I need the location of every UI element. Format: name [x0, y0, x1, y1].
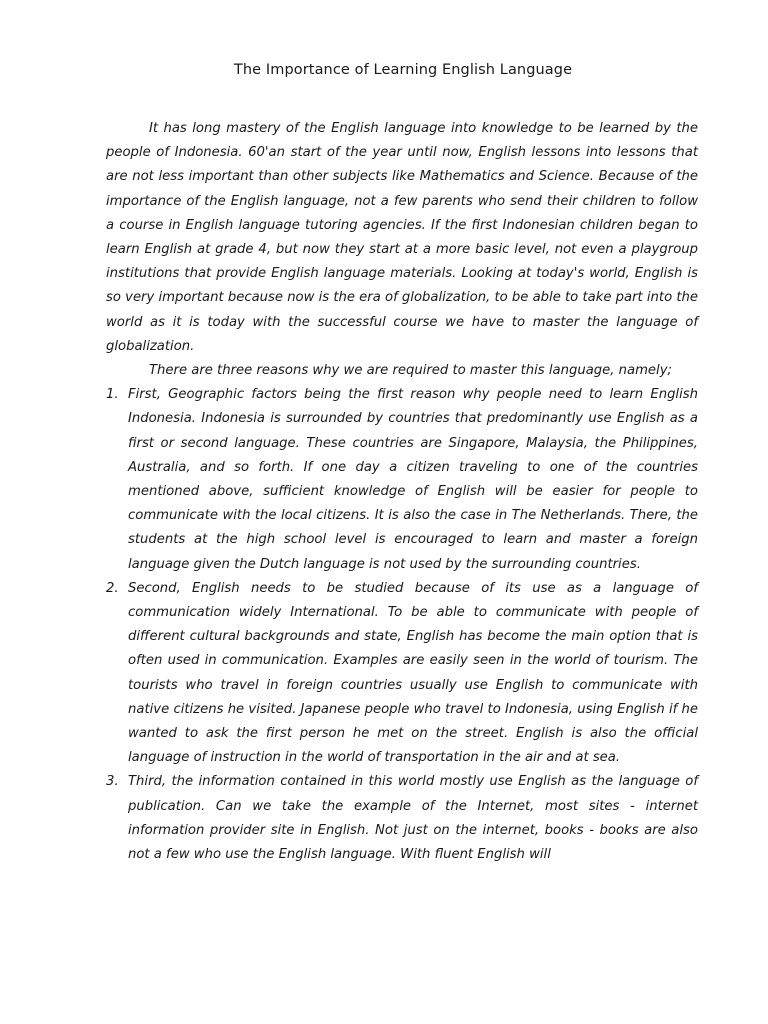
list-item-text: First, Geographic factors being the first reason why people need to learn English Indonesia. Indonesia is surrounded by countries that predominantly use English as a first or second language. These countries are Singapore, Malaysia, the Philippines, Australia, and so forth. If one day a citizen traveling to one of the countries mentioned above, sufficient knowledge of English will be easier for people to communicate with the local citizens. It is also the case in The Netherlands. There, the students at the high school level is encouraged to learn and master a foreign language given the Dutch language is not used by the surrounding countries. — [128, 387, 698, 572]
reasons-list — [106, 383, 698, 867]
reasons-intro-paragraph: There are three reasons why we are required to master this language, namely; — [149, 363, 672, 379]
list-item-number: 1. — [106, 387, 119, 403]
list-item-number: 3. — [106, 774, 119, 790]
list-item-text: Second, English needs to be studied because of its use as a language of communication widely International. To be able to communicate with people of different cultural backgrounds and state, English has become the main option that is often used in communication. Examples are easily seen in the world of tourism. The tourists who travel in foreign countries usually use English to communicate with native citizens he visited. Japanese people who travel to Indonesia, using English if he wanted to ask the first person he met on the street. English is also the official language of instruction in the world of transportation in the air and at sea. — [128, 580, 698, 766]
document-body — [106, 117, 698, 867]
page-title: The Importance of Learning English Language — [233, 62, 573, 78]
list-item-number: 2. — [106, 580, 119, 596]
list-item — [106, 577, 698, 771]
intro-paragraph: It has long mastery of the English language into knowledge to be learned by the people of Indonesia. 60'an start of the year until now, English lessons into lessons that are not less important than other subjects like Mathematics and Science. Because of the importance of the English language, not a few parents who send their children to follow a course in English language tutoring agencies. If the first Indonesian children began to learn English at grade 4, but now they start at a more basic level, not even a playgroup institutions that provide English language materials. Looking at today's world, English is so very important because now is the era of globalization, to be able to take part into the world as it is today with the successful course we have to master the language of globalization. — [106, 121, 698, 354]
list-item — [106, 383, 698, 577]
list-item-text: Third, the information contained in this world mostly use English as the language of publication. Can we take the example of the Internet, most sites - internet information provider site in English. Not just on the internet, books - books are also not a few who use the English language. With fluent English will — [128, 774, 698, 863]
list-item — [106, 770, 698, 867]
